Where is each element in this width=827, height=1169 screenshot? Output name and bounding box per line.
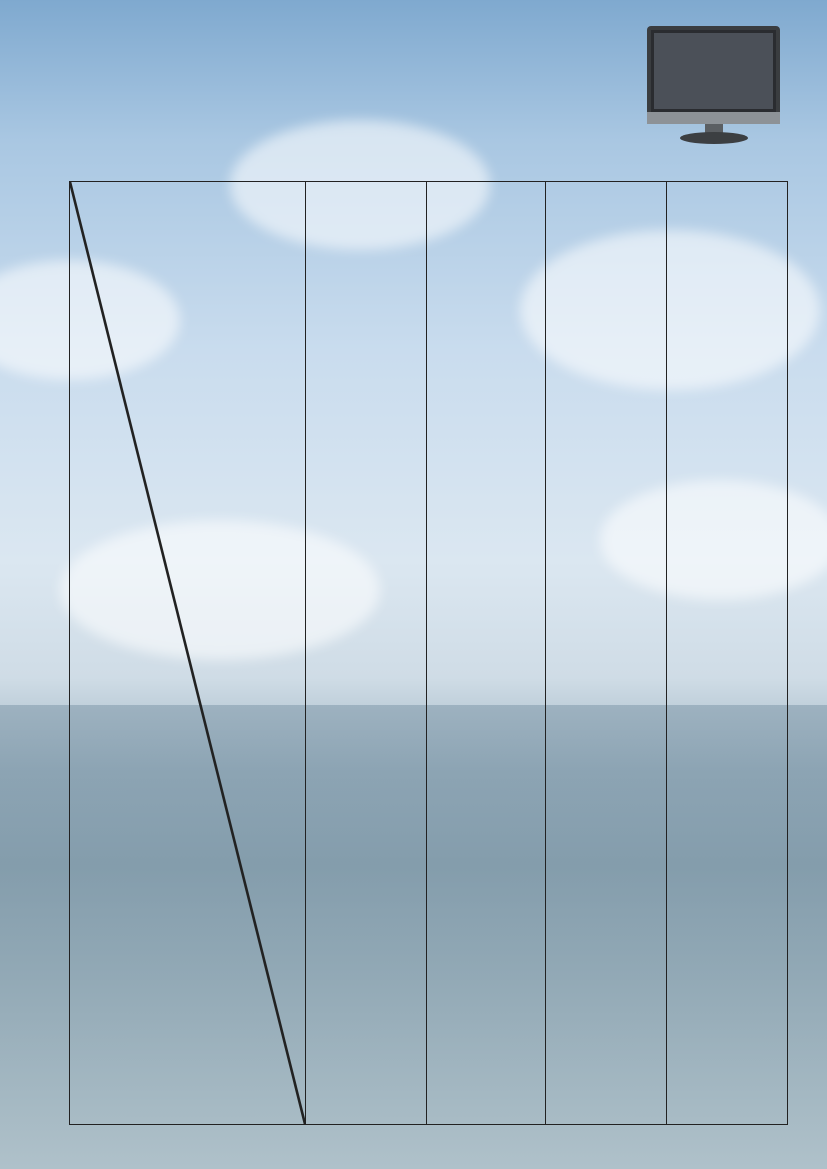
table-header-row	[70, 182, 788, 1125]
diagonal-line	[70, 182, 305, 1124]
store-header	[306, 182, 427, 1125]
store-header	[667, 182, 788, 1125]
store-header	[546, 182, 667, 1125]
price-comparison-table	[69, 181, 788, 1125]
header-diagonal-cell	[70, 182, 306, 1125]
tv-icon	[645, 24, 782, 146]
store-header	[427, 182, 546, 1125]
